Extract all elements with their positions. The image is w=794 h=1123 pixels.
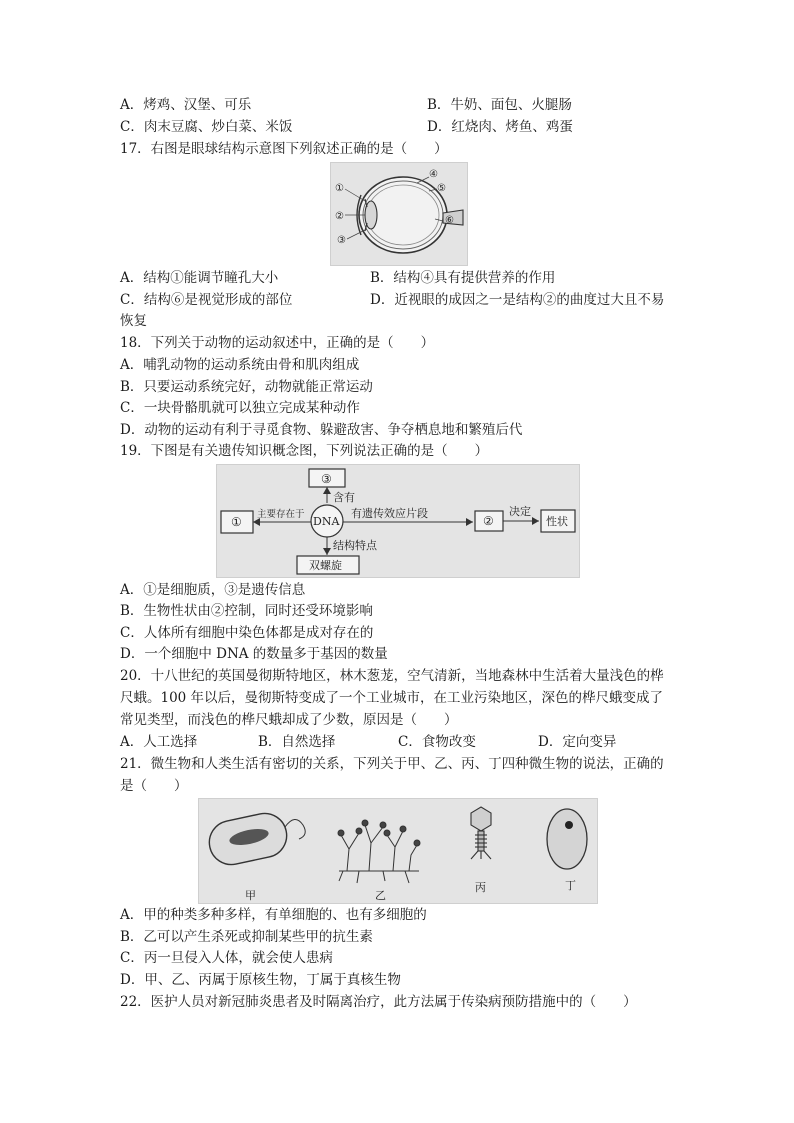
dna-label: DNA [313,515,340,528]
q20-option-d: D．定向变异 [538,734,617,750]
q16-option-c: C．肉末豆腐、炒白菜、米饭 [120,119,293,135]
q16-option-b: B．牛奶、面包、火腿肠 [427,97,572,113]
q17-option-c: C．结构⑥是视觉形成的部位 [120,292,293,308]
q21-stem-line1: 21．微生物和人类生活有密切的关系，下列关于甲、乙、丙、丁四种微生物的说法，正确的 [120,756,664,772]
virus-bing [471,807,491,859]
eye-label-1: ① [335,183,344,194]
q18-option-d: D．动物的运动有利于寻觅食物、躲避敌害、争夺栖息地和繁殖后代 [120,422,523,438]
q19-option-d: D．一个细胞中 DNA 的数量多于基因的数量 [120,646,388,662]
eye-label-3: ③ [337,235,346,246]
q20-stem-line2: 尺蛾。100 年以后，曼彻斯特变成了一个工业城市，在工业污染地区，深色的桦尺蛾变成了 [120,690,664,706]
eye-label-6: ⑥ [445,215,454,226]
mold-yi [338,820,420,883]
q17-option-a: A．结构①能调节瞳孔大小 [120,270,279,286]
label-jia: 甲 [245,889,256,902]
q16-option-d: D．红烧肉、烤鱼、鸡蛋 [427,119,573,135]
structure-feature-label: 结构特点 [333,539,377,552]
q20-option-b: B．自然选择 [258,734,336,750]
box-2-label: ② [483,514,494,528]
q17-option-d-line2: 恢复 [120,313,147,329]
q19-option-b: B．生物性状由②控制，同时还受环境影响 [120,603,373,619]
q20-option-a: A．人工选择 [120,734,198,750]
contains-label: 含有 [333,491,355,504]
q19-stem: 19．下图是有关遗传知识概念图，下列说法正确的是（ ） [120,443,489,459]
eye-label-5: ⑤ [437,183,446,194]
q16-option-a: A．烤鸡、汉堡、可乐 [120,97,252,113]
q19-option-c: C．人体所有细胞中染色体都是成对存在的 [120,625,374,641]
label-ding: 丁 [565,879,576,892]
bacterium-jia [205,809,305,868]
eye-diagram [331,163,467,265]
label-bing: 丙 [475,881,486,894]
q18-stem: 18．下列关于动物的运动叙述中，正确的是（ ） [120,335,435,351]
eye-structure-figure [330,162,468,266]
microorganisms-figure [198,798,598,904]
q19-option-a: A．①是细胞质，③是遗传信息 [120,582,306,598]
q21-option-b: B．乙可以产生杀死或抑制某些甲的抗生素 [120,929,373,945]
q21-option-d: D．甲、乙、丙属于原核生物，丁属于真核生物 [120,972,401,988]
decides-label: 决定 [509,505,531,518]
microorganisms-illustration [199,799,597,903]
mainly-in-label: 主要存在于 [257,509,305,520]
q20-stem-line3: 常见类型，而浅色的桦尺蛾却成了少数，原因是（ ） [120,712,458,728]
eye-label-2: ② [335,211,344,222]
q20-stem-line1: 20．十八世纪的英国曼彻斯特地区，林木葱茏，空气清新，当地森林中生活着大量浅色的桦 [120,668,664,684]
q17-option-b: B．结构④具有提供营养的作用 [370,270,556,286]
q21-option-c: C．丙一旦侵入人体，就会使人患病 [120,950,333,966]
q18-option-b: B．只要运动系统完好，动物就能正常运动 [120,379,373,395]
box-3-label: ③ [321,472,332,486]
genetics-concept-figure [216,464,580,578]
q20-option-c: C．食物改变 [398,734,476,750]
q22-stem: 22．医护人员对新冠肺炎患者及时隔离治疗，此方法属于传染病预防措施中的（ ） [120,994,637,1010]
double-helix-label: 双螺旋 [309,559,342,572]
label-yi: 乙 [375,889,386,902]
q17-option-d-line1: D．近视眼的成因之一是结构②的曲度过大且不易 [370,292,665,308]
segment-label: 有遗传效应片段 [351,507,428,520]
q18-option-c: C．一块骨骼肌就可以独立完成某种动作 [120,400,360,416]
box-1-label: ① [231,515,242,529]
trait-label: 性状 [546,515,568,528]
q21-stem-line2: 是（ ） [120,778,188,794]
q17-stem: 17．右图是眼球结构示意图下列叙述正确的是（ ） [120,141,448,157]
yeast-ding [547,809,587,869]
q18-option-a: A．哺乳动物的运动系统由骨和肌肉组成 [120,357,360,373]
q21-option-a: A．甲的种类多种多样，有单细胞的、也有多细胞的 [120,907,427,923]
eye-label-4: ④ [429,169,438,180]
genetics-concept-map [217,465,579,577]
